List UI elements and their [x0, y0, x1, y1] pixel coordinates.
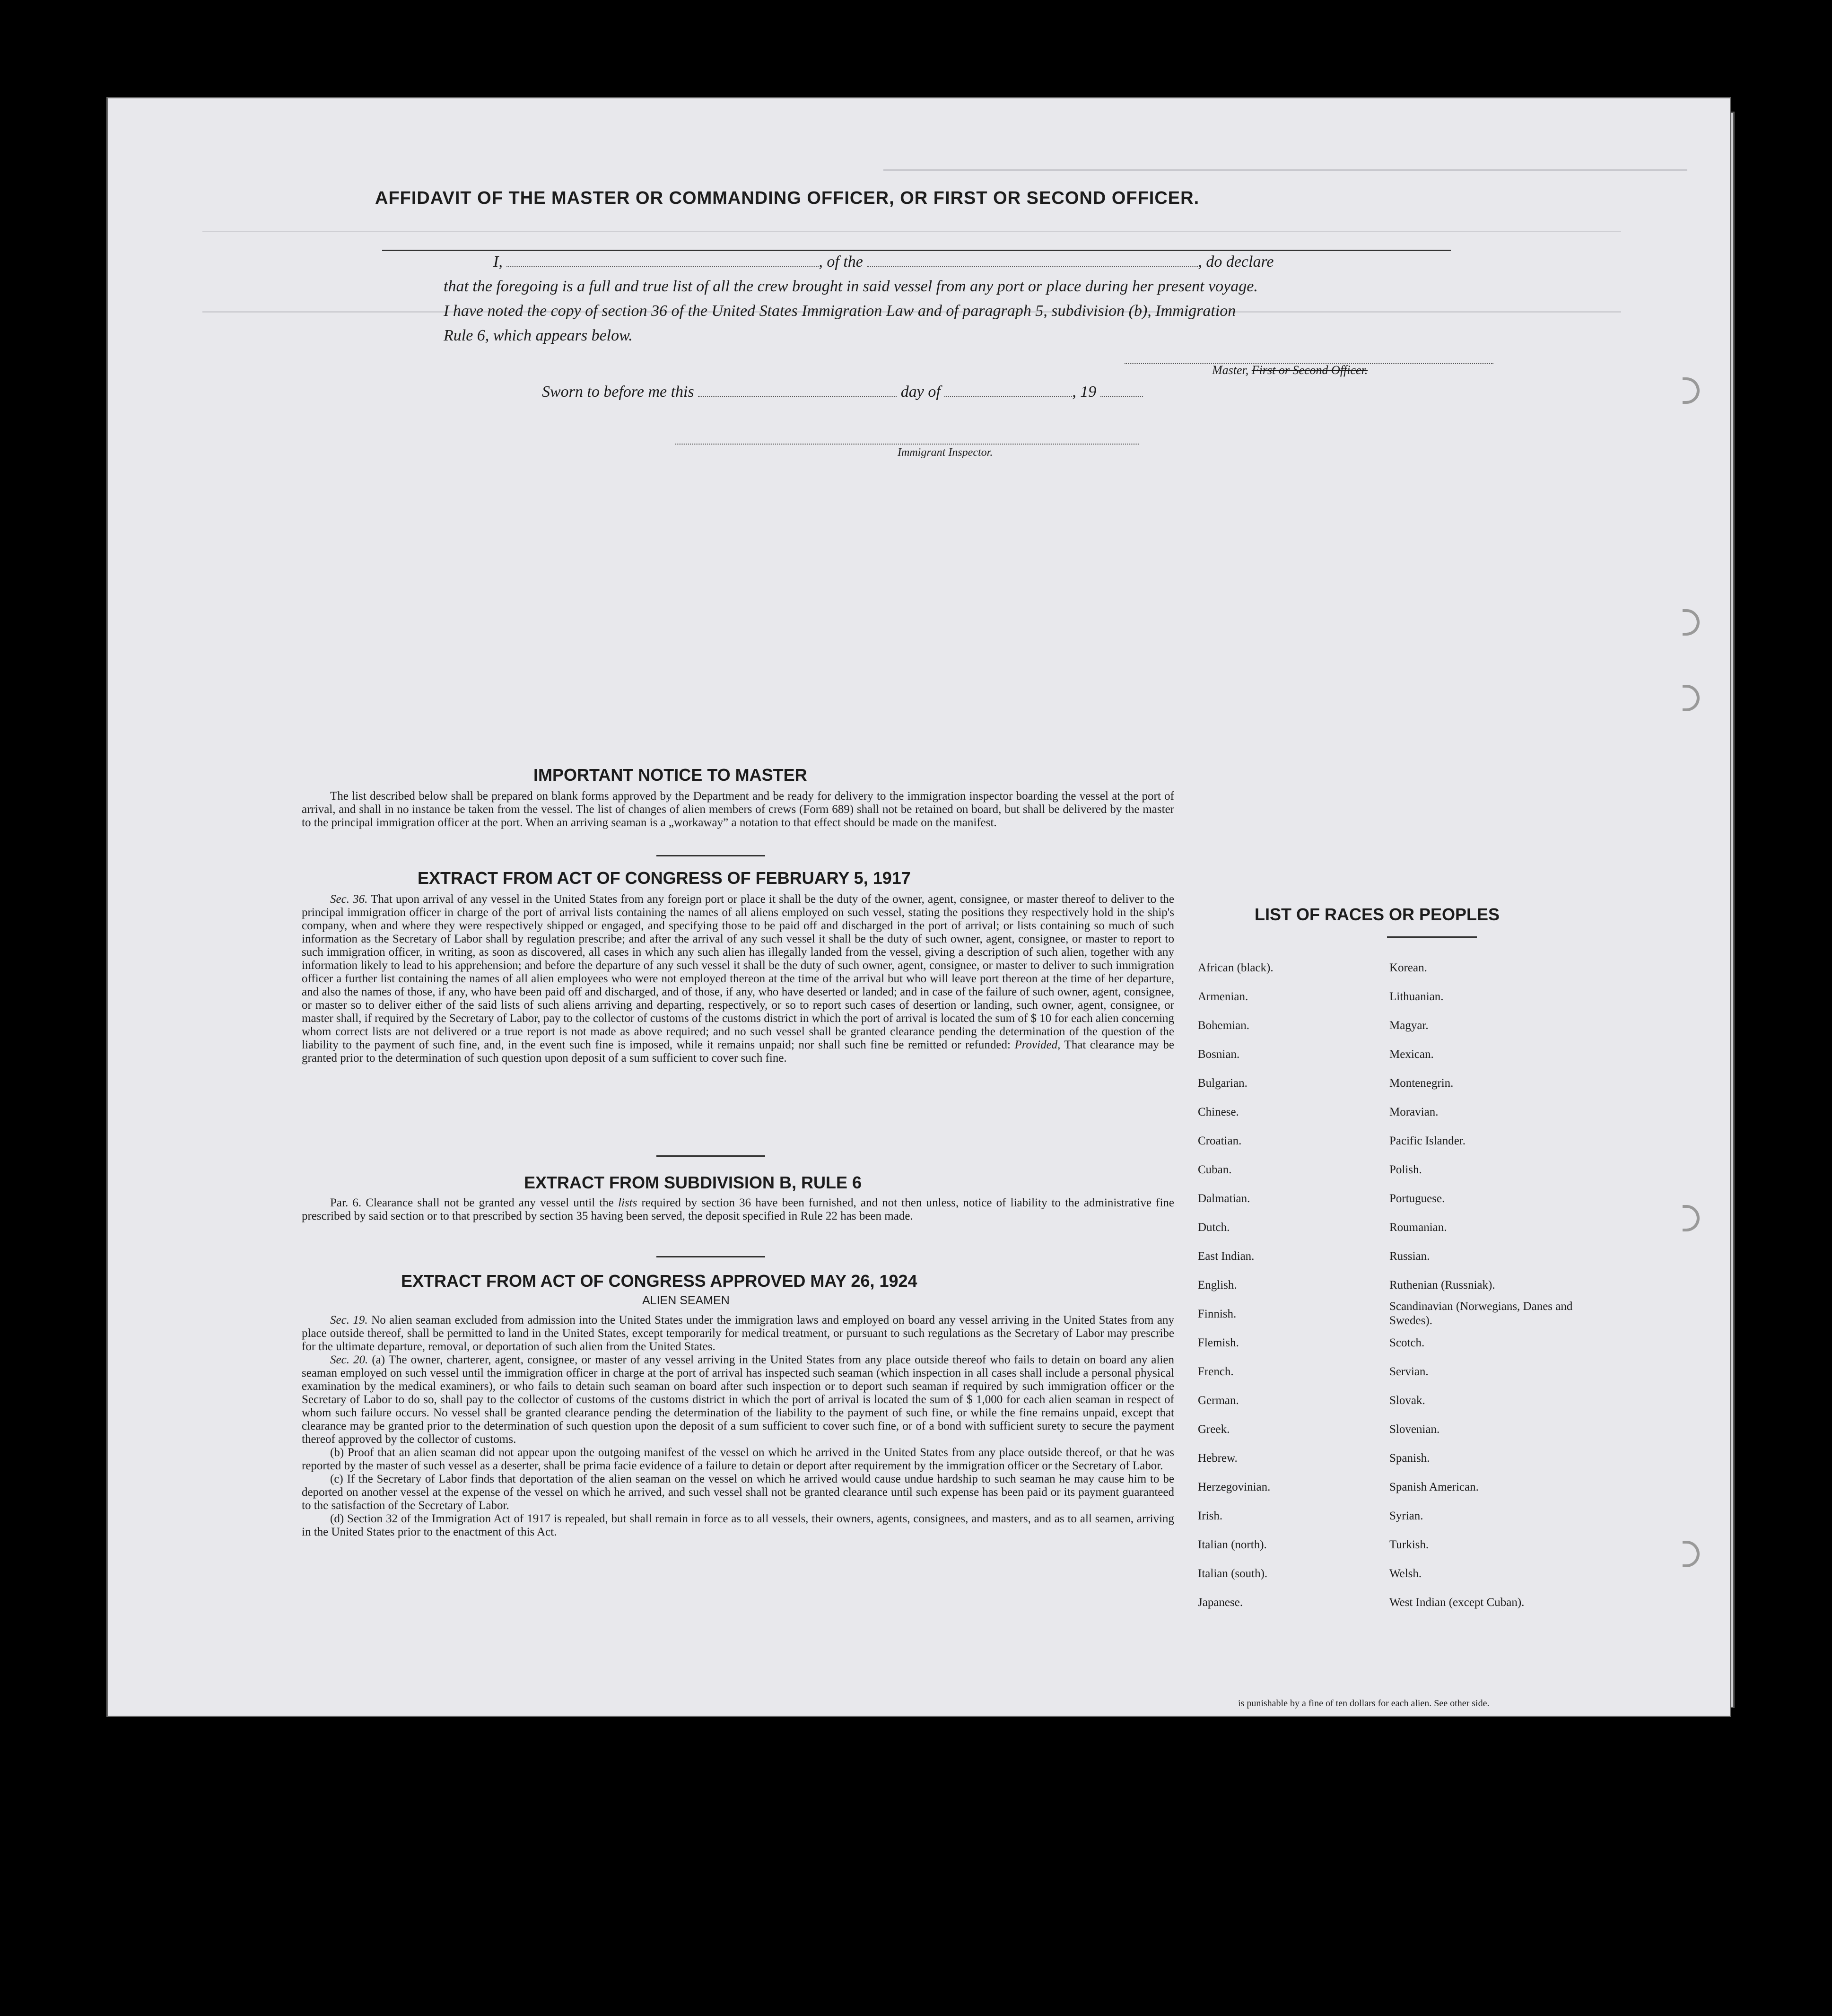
race-item: Slovenian. [1389, 1423, 1440, 1436]
race-item: Chinese. [1198, 1106, 1239, 1118]
master-signature-line[interactable] [1125, 354, 1493, 364]
year-field[interactable] [1100, 396, 1143, 397]
race-item: Montenegrin. [1389, 1077, 1454, 1090]
divider [656, 1155, 765, 1157]
race-item: Pacific Islander. [1389, 1135, 1466, 1147]
race-item: Servian. [1389, 1365, 1429, 1378]
race-item: Dutch. [1198, 1221, 1230, 1234]
affidavit-i: I, [493, 253, 503, 271]
race-item: Greek. [1198, 1423, 1230, 1436]
vessel-field[interactable] [867, 266, 1198, 267]
race-item: German. [1198, 1394, 1239, 1407]
affidavit-line3: I have noted the copy of section 36 of the United States Immigration Law and of paragraph 5, subdivision (b), Immigration [444, 302, 1236, 320]
affidavit-line2: that the foregoing is a full and true list of all the crew brought in said vessel from any port or place during her present voyage. [444, 278, 1258, 295]
fine-note: is punishable by a fine of ten dollars for each alien. See other side. [1238, 1698, 1490, 1709]
race-item: Russian. [1389, 1250, 1430, 1263]
inspector-signature-line[interactable] [675, 434, 1139, 445]
races-right-column [1389, 953, 1612, 1617]
act1924-text [302, 1314, 1174, 1539]
race-item: Spanish American. [1389, 1481, 1479, 1493]
race-item: Magyar. [1389, 1019, 1429, 1032]
sec36-end: That clearance may be granted prior to the determination of such question upon deposit of a sum sufficient to cover such fine. [302, 1039, 1174, 1065]
act1917-text [302, 893, 1174, 1065]
race-item: African (black). [1198, 961, 1274, 974]
act1924-subtitle: ALIEN SEAMEN [642, 1294, 730, 1307]
race-item: Turkish. [1389, 1538, 1429, 1551]
race-item: Moravian. [1389, 1106, 1439, 1118]
races-title: LIST OF RACES OR PEOPLES [1255, 905, 1500, 924]
sworn-date-field[interactable] [698, 396, 897, 397]
sec36-body: That upon arrival of any vessel in the United States from any foreign port or place it shall be the duty of the owner, agent, consignee, or master thereof to deliver to the principal immigration officer in charge of the port of arrival lists containing the names of all aliens employed on such vessel, stating the positions they respectively hold in the ship's company, when and where they were respectively shipped or engaged, and specifying those to be paid off and discharged in the port of arrival; or lists containing so much of such information as the Secretary of Labor shall by regulation prescribe; and after the arrival of any such vessel it shall be the duty of such owner, agent, consignee, or master to report to such immigration officer, in writing, as soon as discovered, all cases in which any such alien has illegally landed from the vessel, giving a description of such alien, together with any information likely to lead to his apprehension; and before the departure of any such vessel it shall be the duty of such owner, agent, consignee, or master to deliver to such immigration officer a further list containing the names of all alien employees who were not employed thereon at the time of the arrival but who will leave port thereon at the time of her departure, and also the names of those, if any, who have been paid off and discharged, and of those, if any, who have deserted or landed; and in case of the failure of such owner, agent, consignee, or master so to deliver either of the said lists of such aliens arriving and departing, respectively, or so to report such cases of desertion or landing, such owner, agent, consignee, or master shall, if required by the Secretary of Labor, pay to the collector of customs of the customs district in which the port of arrival is located the sum of $ 10 for each alien concerning whom correct lists are not delivered or a true report is not made as above required; and no such vessel shall be granted clearance pending the determination of the question of the liability to the payment of such fine, and, in the event such fine is imposed, while it remains unpaid; nor shall such fine be remitted or refunded: [302, 893, 1174, 1051]
race-item: Bosnian. [1198, 1048, 1240, 1061]
race-item: Cuban. [1198, 1163, 1232, 1176]
race-item: Irish. [1198, 1510, 1223, 1522]
race-item: English. [1198, 1279, 1237, 1292]
day-of-text: day of [900, 383, 941, 401]
notice-title: IMPORTANT NOTICE TO MASTER [533, 765, 807, 785]
sec20a-body: (a) The owner, charterer, agent, consignee, or master of any vessel arriving in the United States from any place outside thereof who fails to detain on board any alien seaman employed on such vessel until the immigration officer in charge at the port of arrival has inspected such seaman (which inspection in all cases shall include a personal physical examination by the medical examiners), or who fails to detain such seaman on board after such inspection or to deport such seaman if required by such immigration officer or the Secretary of Labor to do so, shall pay to the collector of customs of the customs district in which the port of arrival is located the sum of $ 1,000 for each alien seaman in respect of whom such failure occurs. No vessel shall be granted clearance pending the determination of the liability to the payment of such fine, or while the fine remains unpaid, except that clearance may be granted prior to the determination of such question upon the deposit of a sum sufficient to cover such fine, or of a bond with sufficient surety to secure the payment thereof approved by the collector of customs. [302, 1353, 1174, 1446]
name-field[interactable] [506, 266, 819, 267]
binder-hole [1683, 609, 1700, 636]
race-item: Finnish. [1198, 1308, 1237, 1320]
provided-label: Provided, [1014, 1039, 1061, 1051]
sec20-label: Sec. 20. [330, 1353, 368, 1366]
affidavit-title: AFFIDAVIT OF THE MASTER OR COMMANDING OFFICER, OR FIRST OR SECOND OFFICER. [375, 188, 1200, 208]
race-item: Bohemian. [1198, 1019, 1250, 1032]
notice-text [302, 790, 1174, 829]
race-item: Lithuanian. [1389, 990, 1444, 1003]
race-item: Polish. [1389, 1163, 1422, 1176]
master-label [1212, 363, 1368, 377]
race-item: Croatian. [1198, 1135, 1242, 1147]
race-item: Italian (south). [1198, 1567, 1268, 1580]
race-item: West Indian (except Cuban). [1389, 1596, 1525, 1609]
race-item: Scandinavian (Norwegians, Danes and Swedes). [1389, 1300, 1573, 1327]
notice-paragraph: The list described below shall be prepared on blank forms approved by the Department and be ready for delivery to the immigration inspector boarding the vessel at the port of arrival, and shall in no instance be taken from the vessel. The list of changes of alien members of crews (Form 689) shall not be retained on board, but shall be delivered by the master to the principal immigration officer at the port. When an arriving seaman is a „workaway” a notation to that effect should be made on the manifest. [302, 790, 1174, 829]
race-item: Roumanian. [1389, 1221, 1447, 1234]
race-item: Italian (north). [1198, 1538, 1267, 1551]
sworn-line [542, 380, 1143, 404]
act1924-title: EXTRACT FROM ACT OF CONGRESS APPROVED MAY 26, 1924 [401, 1271, 917, 1291]
affidavit-text [444, 250, 1496, 348]
affidavit-line4: Rule 6, which appears below. [444, 327, 633, 344]
race-item: East Indian. [1198, 1250, 1255, 1263]
binder-hole [1683, 685, 1700, 711]
affidavit-declare: , do declare [1198, 253, 1274, 271]
rule6-text [302, 1196, 1174, 1223]
sec19-body: No alien seaman excluded from admission into the United States under the immigration laws and employed on board any vessel arriving in the United States from any place outside thereof, shall be permitted to land in the United States, except temporarily for medical treatment, or pursuant to such regulations as the Secretary of Labor may prescribe for the ultimate departure, removal, or deportation of such alien from the United States. [302, 1314, 1174, 1353]
master-struck-text: First or Second Officer. [1251, 363, 1368, 377]
divider [656, 1256, 765, 1257]
divider [656, 855, 765, 856]
sec19-label: Sec. 19. [330, 1314, 368, 1327]
race-item: Ruthenian (Russniak). [1389, 1279, 1495, 1292]
race-item: Hebrew. [1198, 1452, 1238, 1465]
race-item: Spanish. [1389, 1452, 1430, 1465]
sec20d-body: (d) Section 32 of the Immigration Act of 1917 is repealed, but shall remain in force as to all vessels, their owners, agents, consignees, and masters, and as to all seamen, arriving in the United States prior to the enactment of this Act. [302, 1512, 1174, 1538]
race-item: Bulgarian. [1198, 1077, 1248, 1090]
race-item: French. [1198, 1365, 1234, 1378]
rule6-part-a: Par. 6. Clearance shall not be granted any vessel until the [330, 1196, 614, 1209]
race-item: Flemish. [1198, 1336, 1239, 1349]
sec20c-body: (c) If the Secretary of Labor finds that deportation of the alien seaman on the vessel on which he arrived would cause undue hardship to such seaman he may cause him to be deported on another vessel at the expense of the vessel on which he arrived, and such vessel shall not be granted clearance until such expense has been paid or its payment guaranteed to the satisfaction of the Secretary of Labor. [302, 1473, 1174, 1512]
races-left-column [1198, 953, 1396, 1617]
race-item: Herzegovinian. [1198, 1481, 1271, 1493]
binder-hole [1683, 1541, 1700, 1567]
race-item: Welsh. [1389, 1567, 1422, 1580]
rule6-title: EXTRACT FROM SUBDIVISION B, RULE 6 [524, 1173, 862, 1192]
master-text: Master, [1212, 363, 1249, 377]
race-item: Scotch. [1389, 1336, 1425, 1349]
binder-hole [1683, 377, 1700, 404]
sworn-text: Sworn to before me this [542, 383, 694, 401]
month-field[interactable] [944, 396, 1072, 397]
bleed-through [883, 169, 1687, 188]
sec20b-body: (b) Proof that an alien seaman did not appear upon the outgoing manifest of the vessel on which he arrived in the United States from any place outside thereof, or that he was reported by the master of such vessel as a deserter, shall be prima facie evidence of a failure to detain or deport after requirement by the immigration officer or the Secretary of Labor. [302, 1446, 1174, 1472]
race-item: Mexican. [1389, 1048, 1434, 1061]
sec36-label: Sec. 36. [330, 893, 368, 906]
divider [1387, 936, 1477, 938]
binder-hole [1683, 1205, 1700, 1231]
affidavit-of: , of the [819, 253, 863, 271]
race-item: Japanese. [1198, 1596, 1243, 1609]
rule6-part-b: required by section 36 have been furnished, and not then unless, notice of liability to the administrative fine prescribed by said section or to that prescribed by section 35 having been served, the deposit specified in Rule 22 has been made. [302, 1196, 1174, 1222]
rule6-lists: lists [618, 1196, 637, 1209]
race-item: Korean. [1389, 961, 1427, 974]
race-item: Slovak. [1389, 1394, 1425, 1407]
year-text: , 19 [1072, 383, 1097, 401]
race-item: Portuguese. [1389, 1192, 1445, 1205]
bleed-through [202, 231, 1621, 232]
race-item: Dalmatian. [1198, 1192, 1250, 1205]
race-item: Armenian. [1198, 990, 1248, 1003]
act1917-title: EXTRACT FROM ACT OF CONGRESS OF FEBRUARY 5, 1917 [418, 868, 911, 888]
race-item: Syrian. [1389, 1510, 1423, 1522]
manifest-page [106, 97, 1731, 1717]
inspector-label: Immigrant Inspector. [898, 446, 993, 459]
